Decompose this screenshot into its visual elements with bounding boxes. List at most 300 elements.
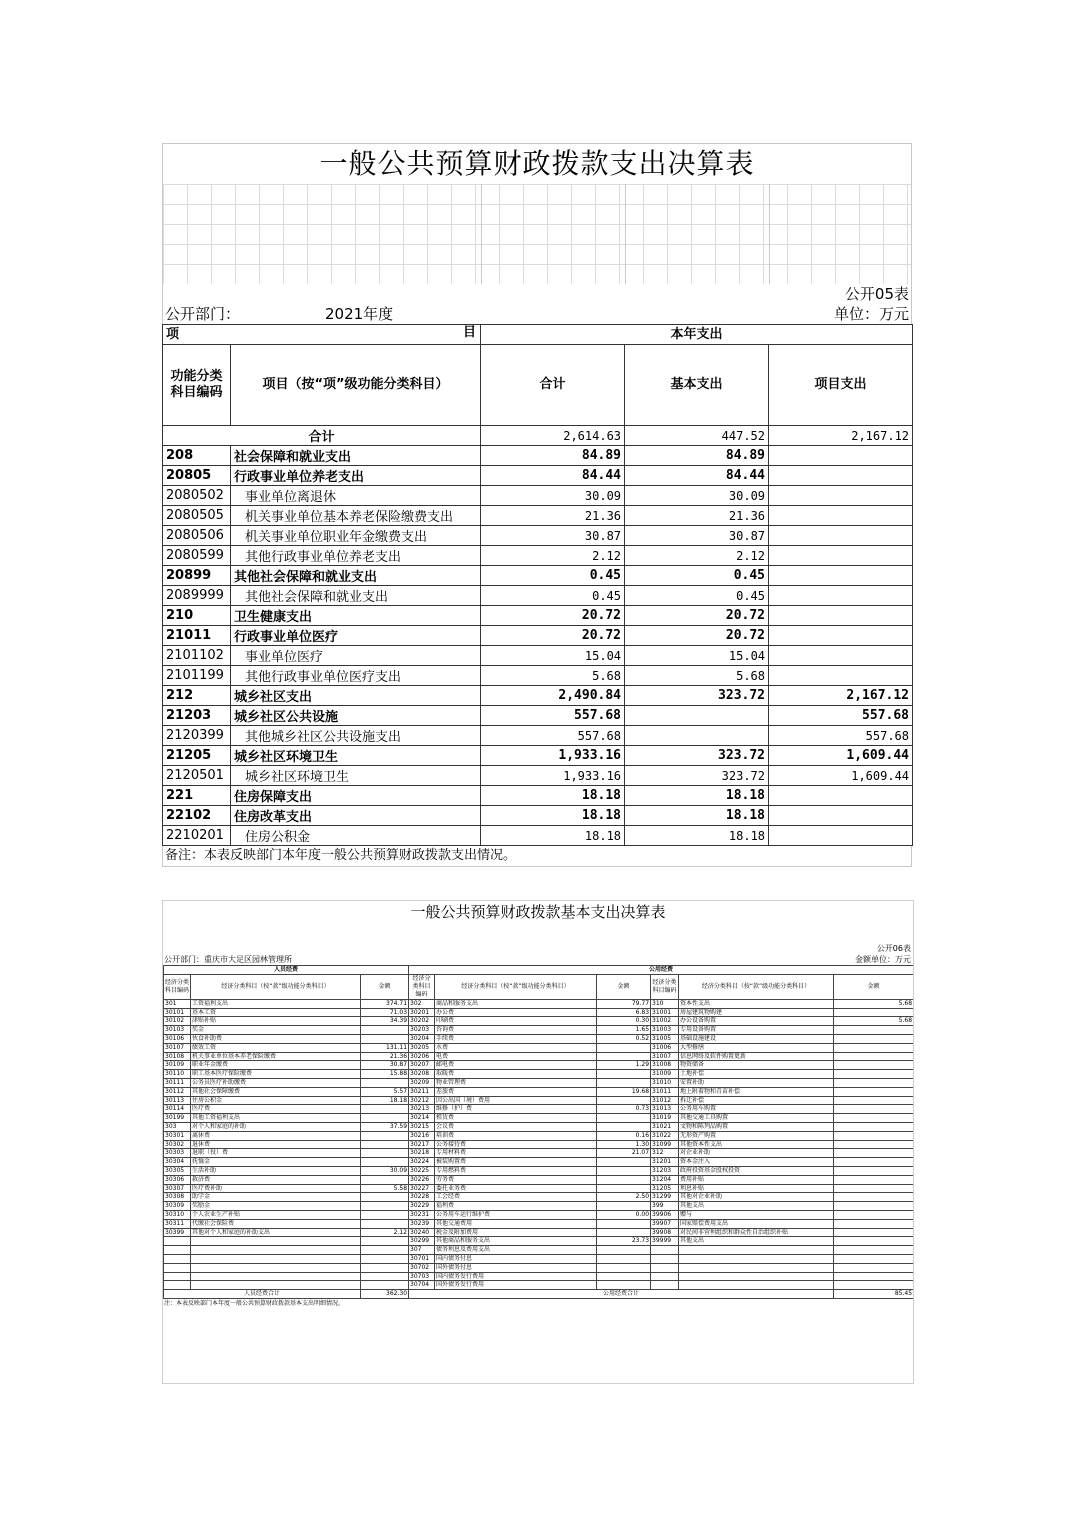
table-row (164, 1087, 914, 1096)
p-amount (361, 1263, 409, 1272)
row-total: 2.12 (481, 546, 625, 566)
header-row-1 (163, 325, 913, 345)
c-amount (834, 1052, 914, 1061)
row-total: 21.36 (481, 506, 625, 526)
header-row-2 (163, 345, 913, 426)
c-code: 39906 (651, 1210, 679, 1219)
p-amount (361, 1140, 409, 1149)
p-amount: 5.58 (361, 1184, 409, 1193)
g-name: 福利费 (435, 1202, 597, 1211)
g-code: 30229 (409, 1202, 435, 1211)
row-name: 城乡社区支出 (231, 686, 481, 706)
g-name: 委托业务费 (435, 1184, 597, 1193)
row-name: 住房保障支出 (231, 786, 481, 806)
row-basic (625, 726, 769, 746)
table-row (163, 606, 913, 626)
row-code: 2080502 (163, 486, 231, 506)
g-amount: 2.50 (597, 1193, 651, 1202)
fiscal-year: 2021年度 (325, 305, 394, 323)
row-basic: 30.09 (625, 486, 769, 506)
p-name: 助学金 (191, 1193, 361, 1202)
table-row (164, 1246, 914, 1255)
p-amount: 131.11 (361, 1043, 409, 1052)
g-name: 物业管理费 (435, 1078, 597, 1087)
p-name: 救济费 (191, 1175, 361, 1184)
p-code: 30305 (164, 1166, 191, 1175)
table-row (163, 826, 913, 846)
table-row (164, 1105, 914, 1114)
table1-remark: 备注：本表反映部门本年度一般公共预算财政拨款支出情况。 (162, 846, 912, 867)
table-row (163, 446, 913, 466)
g-name: 办公费 (435, 1008, 597, 1017)
project-header: 项目支出 (769, 345, 913, 426)
table-row (164, 1281, 914, 1290)
p-code: 30309 (164, 1202, 191, 1211)
p-name: 生活补助 (191, 1166, 361, 1175)
row-project (769, 486, 913, 506)
table1-meta (162, 284, 912, 324)
row-name: 行政事业单位医疗 (231, 626, 481, 646)
general-budget-expenditure-sheet (162, 143, 912, 867)
unit-label: 单位：万元 (833, 305, 909, 323)
table-row (164, 1263, 914, 1272)
p-code: 30311 (164, 1219, 191, 1228)
c-name: 对民间非营利组织和群众性自治组织补贴 (679, 1228, 834, 1237)
g-amount: 0.30 (597, 1017, 651, 1026)
p-name: 其他工资福利支出 (191, 1114, 361, 1123)
g-amount: 0.16 (597, 1131, 651, 1140)
table2-note: 注：本表反映部门本年度一般公共预算财政拨款基本支出明细情况。 (164, 1299, 345, 1307)
g-code: 30227 (409, 1184, 435, 1193)
c-code: 31013 (651, 1105, 679, 1114)
table-row (163, 526, 913, 546)
p-amount: 71.03 (361, 1008, 409, 1017)
basic-header: 基本支出 (625, 345, 769, 426)
p-amount (361, 1078, 409, 1087)
c-name: 其他支出 (679, 1202, 834, 1211)
p-amount (361, 1105, 409, 1114)
expenditure-table (162, 324, 913, 846)
p-name (191, 1237, 361, 1246)
row-total: 5.68 (481, 666, 625, 686)
c-amount (834, 1272, 914, 1281)
code-header: 功能分类科目编码 (163, 345, 231, 426)
g-name: 公务接待费 (435, 1140, 597, 1149)
p-name: 医疗费 (191, 1105, 361, 1114)
table-row (164, 1175, 914, 1184)
basic-expenditure-table (163, 965, 914, 1299)
t2-name-header-2: 经济分类科目（按“款”级功能分类科目） (435, 974, 597, 999)
table-row (163, 746, 913, 766)
c-code: 39999 (651, 1237, 679, 1246)
row-code: 21205 (163, 746, 231, 766)
p-code: 30111 (164, 1078, 191, 1087)
p-name: 工资福利支出 (191, 999, 361, 1008)
g-amount: 1.29 (597, 1061, 651, 1070)
p-amount: 5.57 (361, 1087, 409, 1096)
table-row (163, 546, 913, 566)
table2-header-row (164, 974, 914, 999)
table-row (163, 706, 913, 726)
c-amount (834, 1140, 914, 1149)
p-amount (361, 1210, 409, 1219)
row-basic: 323.72 (625, 686, 769, 706)
p-amount: 34.39 (361, 1017, 409, 1026)
p-code: 30308 (164, 1193, 191, 1202)
row-total: 0.45 (481, 566, 625, 586)
row-total: 30.09 (481, 486, 625, 506)
c-name: 公务用车购置 (679, 1105, 834, 1114)
t2-amount-header-3: 金额 (834, 974, 914, 999)
row-code: 2210201 (163, 826, 231, 846)
table-row (164, 1184, 914, 1193)
g-amount: 1.65 (597, 1026, 651, 1035)
g-amount (597, 1254, 651, 1263)
c-name (679, 1254, 834, 1263)
c-code: 31012 (651, 1096, 679, 1105)
g-amount (597, 1158, 651, 1167)
p-code: 30103 (164, 1026, 191, 1035)
row-total: 84.44 (481, 466, 625, 486)
g-amount (597, 1096, 651, 1105)
form-code: 公开05表 (844, 285, 909, 303)
g-name: 租赁费 (435, 1114, 597, 1123)
g-name: 手续费 (435, 1034, 597, 1043)
c-amount (834, 1105, 914, 1114)
total-project: 2,167.12 (769, 426, 913, 446)
table-row (164, 1166, 914, 1175)
p-code: 30108 (164, 1052, 191, 1061)
table-row (164, 1078, 914, 1087)
g-code: 30226 (409, 1175, 435, 1184)
table-row (163, 766, 913, 786)
table-row (163, 566, 913, 586)
p-amount: 21.36 (361, 1052, 409, 1061)
c-amount (834, 1263, 914, 1272)
row-basic: 20.72 (625, 606, 769, 626)
p-code: 30306 (164, 1175, 191, 1184)
g-amount (597, 1184, 651, 1193)
g-amount (597, 1263, 651, 1272)
g-amount: 0.73 (597, 1105, 651, 1114)
g-name: 被装购置费 (435, 1158, 597, 1167)
p-amount (361, 1026, 409, 1035)
table-row (164, 1202, 914, 1211)
row-total: 1,933.16 (481, 766, 625, 786)
g-code: 30211 (409, 1087, 435, 1096)
g-amount (597, 1219, 651, 1228)
row-name: 住房公积金 (231, 826, 481, 846)
row-project (769, 586, 913, 606)
c-amount (834, 1237, 914, 1246)
c-amount (834, 1114, 914, 1123)
row-total: 0.45 (481, 586, 625, 606)
c-code: 31299 (651, 1193, 679, 1202)
g-amount: 19.68 (597, 1087, 651, 1096)
table-row (164, 1070, 914, 1079)
p-code: 30199 (164, 1114, 191, 1123)
g-name: 债务利息及费用支出 (435, 1246, 597, 1255)
current-year-header: 本年支出 (481, 325, 913, 345)
g-amount (597, 1043, 651, 1052)
c-amount (834, 1228, 914, 1237)
row-name: 城乡社区环境卫生 (231, 746, 481, 766)
row-project: 1,609.44 (769, 766, 913, 786)
g-code: 30207 (409, 1061, 435, 1070)
table2-section-row (164, 966, 914, 975)
row-total: 18.18 (481, 786, 625, 806)
p-name: 离休费 (191, 1131, 361, 1140)
row-code: 20805 (163, 466, 231, 486)
c-code: 310 (651, 999, 679, 1008)
c-amount (834, 1061, 914, 1070)
p-name (191, 1246, 361, 1255)
table1-title: 一般公共预算财政拨款支出决算表 (162, 143, 912, 184)
row-code: 20899 (163, 566, 231, 586)
g-code: 30703 (409, 1272, 435, 1281)
table-row (163, 806, 913, 826)
c-code: 31201 (651, 1158, 679, 1167)
row-project (769, 506, 913, 526)
g-name: 咨询费 (435, 1026, 597, 1035)
g-code: 30224 (409, 1158, 435, 1167)
personnel-total: 362.30 (361, 1290, 409, 1299)
c-name: 大型修缮 (679, 1043, 834, 1052)
p-name (191, 1254, 361, 1263)
row-basic: 323.72 (625, 746, 769, 766)
p-name: 退职（役）费 (191, 1149, 361, 1158)
c-name: 物资储备 (679, 1061, 834, 1070)
p-name: 个人农业生产补贴 (191, 1210, 361, 1219)
row-total: 557.68 (481, 706, 625, 726)
row-project (769, 826, 913, 846)
row-basic: 21.36 (625, 506, 769, 526)
p-name: 其他对个人和家庭的补助支出 (191, 1228, 361, 1237)
p-amount: 15.88 (361, 1070, 409, 1079)
c-code: 31011 (651, 1087, 679, 1096)
c-code (651, 1246, 679, 1255)
c-code: 31005 (651, 1034, 679, 1043)
c-amount (834, 1008, 914, 1017)
g-name: 印刷费 (435, 1017, 597, 1026)
c-name: 拆迁补偿 (679, 1096, 834, 1105)
p-name: 抚恤金 (191, 1158, 361, 1167)
g-code: 30203 (409, 1026, 435, 1035)
p-amount: 2.12 (361, 1228, 409, 1237)
p-name: 基本工资 (191, 1008, 361, 1017)
c-name: 其他对企业补助 (679, 1193, 834, 1202)
p-name: 医疗费补助 (191, 1184, 361, 1193)
c-name: 专用设备购置 (679, 1026, 834, 1035)
g-name: 国外债务付息 (435, 1263, 597, 1272)
p-name: 绩效工资 (191, 1043, 361, 1052)
table-row (164, 1272, 914, 1281)
table-row (164, 1237, 914, 1246)
p-code: 30114 (164, 1105, 191, 1114)
p-code: 30303 (164, 1149, 191, 1158)
c-name: 费用补贴 (679, 1175, 834, 1184)
p-name: 退休费 (191, 1140, 361, 1149)
row-basic: 0.45 (625, 586, 769, 606)
table2-dept: 公开部门：重庆市大足区园林管理所 (164, 955, 292, 964)
g-amount (597, 1052, 651, 1061)
table2-total-row (164, 1290, 914, 1299)
c-code: 31203 (651, 1166, 679, 1175)
g-name: 电费 (435, 1052, 597, 1061)
p-name: 津贴补贴 (191, 1017, 361, 1026)
g-code: 30205 (409, 1043, 435, 1052)
table-row (164, 1193, 914, 1202)
g-code: 30239 (409, 1219, 435, 1228)
row-project (769, 526, 913, 546)
c-amount (834, 1158, 914, 1167)
g-amount (597, 1114, 651, 1123)
g-name: 会议费 (435, 1122, 597, 1131)
p-amount: 374.71 (361, 999, 409, 1008)
c-amount (834, 1149, 914, 1158)
p-amount: 18.18 (361, 1096, 409, 1105)
row-total: 2,490.84 (481, 686, 625, 706)
table-row (164, 1017, 914, 1026)
p-name: 机关事业单位基本养老保险缴费 (191, 1052, 361, 1061)
table2-title: 一般公共预算财政拨款基本支出决算表 (410, 903, 666, 921)
p-code: 30310 (164, 1210, 191, 1219)
p-code (164, 1263, 191, 1272)
c-amount (834, 1070, 914, 1079)
table1-body (163, 446, 913, 846)
row-total: 15.04 (481, 646, 625, 666)
c-amount (834, 1026, 914, 1035)
c-code: 31204 (651, 1175, 679, 1184)
name-header: 项目（按“项”级功能分类科目） (231, 345, 481, 426)
p-code: 30106 (164, 1034, 191, 1043)
row-project (769, 446, 913, 466)
c-code: 31001 (651, 1008, 679, 1017)
table-row (163, 506, 913, 526)
row-basic: 20.72 (625, 626, 769, 646)
p-name: 职业年金缴费 (191, 1061, 361, 1070)
row-code: 2120399 (163, 726, 231, 746)
c-code: 39908 (651, 1228, 679, 1237)
table-row (163, 626, 913, 646)
row-project (769, 466, 913, 486)
row-name: 其他城乡社区公共设施支出 (231, 726, 481, 746)
g-amount: 79.77 (597, 999, 651, 1008)
row-code: 2080506 (163, 526, 231, 546)
c-amount (834, 1087, 914, 1096)
g-name: 国外债务发行费用 (435, 1281, 597, 1290)
g-amount: 0.52 (597, 1034, 651, 1043)
row-project: 2,167.12 (769, 686, 913, 706)
dept-label: 公开部门： (165, 305, 241, 323)
row-project: 1,609.44 (769, 746, 913, 766)
c-code (651, 1263, 679, 1272)
p-amount (361, 1034, 409, 1043)
row-code: 208 (163, 446, 231, 466)
public-section: 公用经费 (409, 966, 914, 975)
row-name: 事业单位医疗 (231, 646, 481, 666)
table-row (164, 1122, 914, 1131)
t2-code-header-2: 经济分类科目编码 (409, 974, 435, 999)
c-amount: 5.68 (834, 999, 914, 1008)
table-row (163, 786, 913, 806)
g-amount (597, 1175, 651, 1184)
row-name: 行政事业单位养老支出 (231, 466, 481, 486)
row-name: 机关事业单位职业年金缴费支出 (231, 526, 481, 546)
row-name: 住房改革支出 (231, 806, 481, 826)
g-name: 专用材料费 (435, 1149, 597, 1158)
p-code: 30399 (164, 1228, 191, 1237)
c-amount (834, 1034, 914, 1043)
row-project (769, 566, 913, 586)
basic-expenditure-sheet (162, 900, 914, 1384)
table-row (164, 1043, 914, 1052)
g-amount (597, 1272, 651, 1281)
table2-meta (163, 943, 913, 965)
p-name (191, 1272, 361, 1281)
row-basic: 18.18 (625, 786, 769, 806)
c-amount (834, 1210, 914, 1219)
p-code: 301 (164, 999, 191, 1008)
p-code: 30302 (164, 1140, 191, 1149)
g-code: 30217 (409, 1140, 435, 1149)
p-name: 公务员医疗补助缴费 (191, 1078, 361, 1087)
p-name: 代缴社会保险费 (191, 1219, 361, 1228)
row-total: 18.18 (481, 826, 625, 846)
table-row (164, 1061, 914, 1070)
p-amount (361, 1193, 409, 1202)
row-code: 212 (163, 686, 231, 706)
p-amount (361, 1149, 409, 1158)
c-code: 31010 (651, 1078, 679, 1087)
p-name: 奖励金 (191, 1202, 361, 1211)
row-basic: 18.18 (625, 806, 769, 826)
p-amount (361, 1114, 409, 1123)
p-code: 30304 (164, 1158, 191, 1167)
g-amount (597, 1070, 651, 1079)
c-amount: 5.68 (834, 1017, 914, 1026)
total-amount: 2,614.63 (481, 426, 625, 446)
row-code: 210 (163, 606, 231, 626)
c-code: 39907 (651, 1219, 679, 1228)
table-row (163, 466, 913, 486)
p-amount (361, 1131, 409, 1140)
g-name: 国内债务付息 (435, 1254, 597, 1263)
c-code: 399 (651, 1202, 679, 1211)
c-name (679, 1281, 834, 1290)
table-row (164, 1158, 914, 1167)
table-row (163, 686, 913, 706)
p-code: 30113 (164, 1096, 191, 1105)
table-row (164, 1052, 914, 1061)
table-row (163, 486, 913, 506)
g-code: 30216 (409, 1131, 435, 1140)
g-code: 30228 (409, 1193, 435, 1202)
c-amount (834, 1184, 914, 1193)
table-row (164, 1140, 914, 1149)
p-code: 30110 (164, 1070, 191, 1079)
c-name: 利息补贴 (679, 1184, 834, 1193)
table-row (164, 999, 914, 1008)
row-code: 21011 (163, 626, 231, 646)
p-amount (361, 1272, 409, 1281)
c-amount (834, 1078, 914, 1087)
row-basic: 30.87 (625, 526, 769, 546)
c-name: 其他资本性支出 (679, 1140, 834, 1149)
table2-unit: 金额单位：万元 (855, 955, 911, 964)
table-row (164, 1008, 914, 1017)
c-name: 对企业补助 (679, 1149, 834, 1158)
